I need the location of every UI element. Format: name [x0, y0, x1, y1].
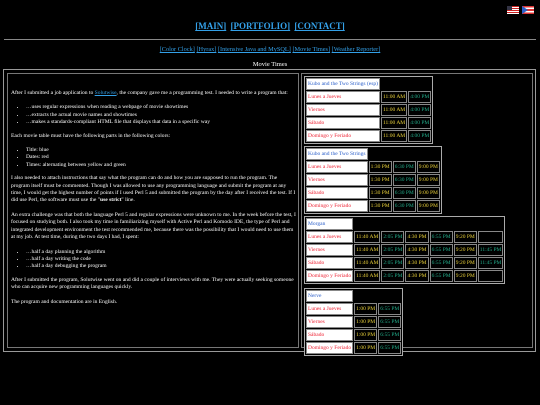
day-cell: Domingo y Feriado [306, 200, 368, 212]
nav-divider [4, 39, 536, 40]
showtime-cell: 11:00 AM [381, 91, 407, 103]
showtime-cell: 11:00 AM [381, 104, 407, 116]
showtime-cell: 2:05 PM [381, 244, 404, 256]
list-item: • …half a day planning the algorithm [26, 249, 296, 256]
subnav-weather-reporter-link[interactable]: [Weather Reporter] [331, 46, 381, 53]
table-row [306, 316, 401, 328]
day-cell: Viernes [306, 316, 353, 328]
table-row [306, 187, 440, 199]
showtime-cell: 11:40 AM [354, 244, 380, 256]
showtime-cell: 1:30 PM [369, 161, 392, 173]
showtime-cell [478, 270, 504, 282]
showtime-cell: 9:00 PM [417, 174, 440, 186]
requirements-list [11, 104, 296, 126]
showtime-cell: 11:40 AM [354, 270, 380, 282]
showtime-cell: 6:30 PM [393, 187, 416, 199]
subnav-hyrax-link[interactable]: [Hyrax] [196, 46, 217, 53]
showtime-cell: 11:40 AM [354, 231, 380, 243]
showtime-cell: 11:45 PM [478, 244, 504, 256]
table-row [306, 130, 431, 142]
day-cell: Domingo y Feriado [306, 342, 353, 354]
table-row [306, 329, 401, 341]
showtime-cell: 9:00 PM [417, 161, 440, 173]
showtime-cell: 4:30 PM [405, 270, 428, 282]
nav-portfolio-link[interactable]: [PORTFOLIO] [230, 21, 291, 31]
day-cell: Viernes [306, 244, 353, 256]
movie-tables-panel [301, 73, 533, 351]
puerto-rico-flag-icon[interactable] [522, 6, 534, 14]
list-item: • Times: alternating between yellow and green [26, 162, 296, 169]
showtime-cell: 11:45 PM [478, 257, 504, 269]
showtime-cell: 11:00 AM [381, 130, 407, 142]
showtime-cell: 6:30 PM [393, 161, 416, 173]
showtime-cell: 6:55 PM [378, 329, 401, 341]
list-item: • …half a day writing the code [26, 256, 296, 263]
day-cell: Domingo y Feriado [306, 130, 380, 142]
showtime-cell: 11:00 AM [381, 117, 407, 129]
day-cell: Viernes [306, 174, 368, 186]
showtime-cell: 1:00 PM [354, 342, 377, 354]
intro-text-end: , the company gave me a programming test. I needed to write a program that: [116, 90, 288, 96]
list-item: • …extracts the actual movie names and showtimes [26, 112, 296, 119]
showtime-cell: 9:00 PM [417, 200, 440, 212]
portfolio-subnav [0, 46, 540, 53]
showtime-cell: 6:55 PM [378, 342, 401, 354]
challenge-paragraph: An extra challenge was that both the language Perl 5 and regular expressions were unknown to me. In the week before the test, I focused on studying both. I also took my time in familiarizing myself with Active Perl and Komodo IDE, the type of Perl and integrated development environment the test recommended me, because there was the possibility that I would need to use them at my job. At test time, during the two days I had, I spent: [11, 211, 296, 241]
table-row [306, 244, 503, 256]
showtime-cell: 9:20 PM [454, 231, 477, 243]
day-cell: Lunes a Jueves [306, 91, 380, 103]
showtime-cell: 2:05 PM [381, 270, 404, 282]
time-spent-list [11, 249, 296, 271]
colors-paragraph: Each movie table must have the following parts in the following colors: [11, 132, 171, 139]
table-row [306, 117, 431, 129]
movie-table [304, 288, 403, 356]
nav-main-link[interactable]: [MAIN] [195, 21, 227, 31]
list-item: • …uses regular expressions when reading a webpage of movie showtimes [26, 104, 296, 111]
table-row [306, 231, 503, 243]
movie-title: Nerve [306, 290, 353, 302]
list-item: • Title: blue [26, 147, 296, 154]
day-cell: Viernes [306, 104, 380, 116]
nav-contact-link[interactable]: [CONTACT] [294, 21, 345, 31]
table-row [306, 257, 503, 269]
showtime-cell: 9:20 PM [454, 257, 477, 269]
list-item: • Dates: red [26, 154, 296, 161]
showtime-cell: 9:20 PM [454, 270, 477, 282]
showtime-cell: 6:55 PM [430, 231, 453, 243]
movie-title: Kubo and the Two Strings (esp) [306, 78, 380, 90]
table-row [306, 174, 440, 186]
table-row [306, 303, 401, 315]
movie-table [304, 76, 433, 144]
showtime-cell: 6:55 PM [430, 244, 453, 256]
showtime-cell: 1:00 PM [354, 316, 377, 328]
movie-title: Morgan [306, 218, 353, 230]
showtime-cell: 11:40 AM [354, 257, 380, 269]
day-cell: Sábado [306, 117, 380, 129]
day-cell: Domingo y Feriado [306, 270, 353, 282]
showtime-cell: 6:55 PM [378, 316, 401, 328]
showtime-cell: 4:00 PM [408, 130, 431, 142]
showtime-cell: 1:00 PM [354, 329, 377, 341]
table-row [306, 200, 440, 212]
table-row [306, 342, 401, 354]
main-nav [0, 21, 540, 31]
showtime-cell: 6:55 PM [430, 257, 453, 269]
showtime-cell: 9:20 PM [454, 244, 477, 256]
description-panel [7, 73, 299, 348]
showtime-cell: 1:30 PM [369, 174, 392, 186]
day-cell: Sábado [306, 187, 368, 199]
showtime-cell [478, 231, 504, 243]
table-row [306, 270, 503, 282]
showtime-cell: 4:00 PM [408, 91, 431, 103]
use-strict-text: use strict [100, 197, 122, 204]
subnav-color-clock-link[interactable]: [Color Clock] [159, 46, 195, 53]
language-paragraph: The program and documentation are in English. [11, 298, 118, 305]
showtime-cell: 2:05 PM [381, 231, 404, 243]
showtime-cell: 6:55 PM [378, 303, 401, 315]
showtime-cell: 2:05 PM [381, 257, 404, 269]
intro-paragraph [11, 90, 296, 97]
table-row [306, 104, 431, 116]
subnav-java-mysql-link[interactable]: [Intensive Java and MySQL] [217, 46, 291, 53]
content-frame [3, 69, 536, 352]
instructions-text: I also needed to attach instructions that say what the program can do and how you are supposed to run the program. The program itself must be commented. Though I was allowed to use any programming language and submit the program at any time, I would get the highest number of points if I used Perl 5 and submitted the program by the day after I received the test. If I did use Perl, the software must use the " [11, 175, 296, 204]
day-cell: Lunes a Jueves [306, 161, 368, 173]
language-flags [507, 6, 534, 14]
day-cell: Sábado [306, 257, 353, 269]
us-flag-icon[interactable] [507, 6, 519, 14]
showtime-cell: 1:30 PM [369, 187, 392, 199]
movie-table [304, 146, 442, 214]
showtime-cell: 1:30 PM [369, 200, 392, 212]
showtime-cell: 9:00 PM [417, 187, 440, 199]
interview-paragraph: After I submitted the program, Solutwise went on and did a couple of interviews with me. They were actually seeking someone who can acquire new programming languages quickly. [11, 276, 294, 291]
table-row [306, 91, 431, 103]
showtime-cell: 6:30 PM [393, 200, 416, 212]
subnav-movie-times-link[interactable]: [Movie Times] [292, 46, 331, 53]
showtime-cell: 4:30 PM [405, 257, 428, 269]
showtime-cell: 6:55 PM [430, 270, 453, 282]
movie-table [304, 216, 505, 284]
day-cell: Lunes a Jueves [306, 303, 353, 315]
list-item: • …makes a standards-compliant HTML file that displays that data in a specific way [26, 119, 296, 126]
page-title: Movie Times [252, 61, 288, 68]
showtime-cell: 4:00 PM [408, 104, 431, 116]
solutwise-link[interactable]: Solutwise [94, 90, 117, 96]
list-item: • …half a day debugging the program [26, 263, 296, 270]
intro-text: After I submitted a job application to [11, 90, 95, 96]
showtime-cell: 4:30 PM [405, 231, 428, 243]
showtime-cell: 4:00 PM [408, 117, 431, 129]
movie-title: Kubo and the Two Strings [306, 148, 368, 160]
showtime-cell: 1:00 PM [354, 303, 377, 315]
showtime-cell: 4:30 PM [405, 244, 428, 256]
showtime-cell: 6:30 PM [393, 174, 416, 186]
day-cell: Sábado [306, 329, 353, 341]
day-cell: Lunes a Jueves [306, 231, 353, 243]
instructions-paragraph [11, 175, 296, 205]
table-row [306, 161, 440, 173]
colors-list [11, 147, 296, 169]
instructions-text-end: " line. [121, 197, 135, 204]
